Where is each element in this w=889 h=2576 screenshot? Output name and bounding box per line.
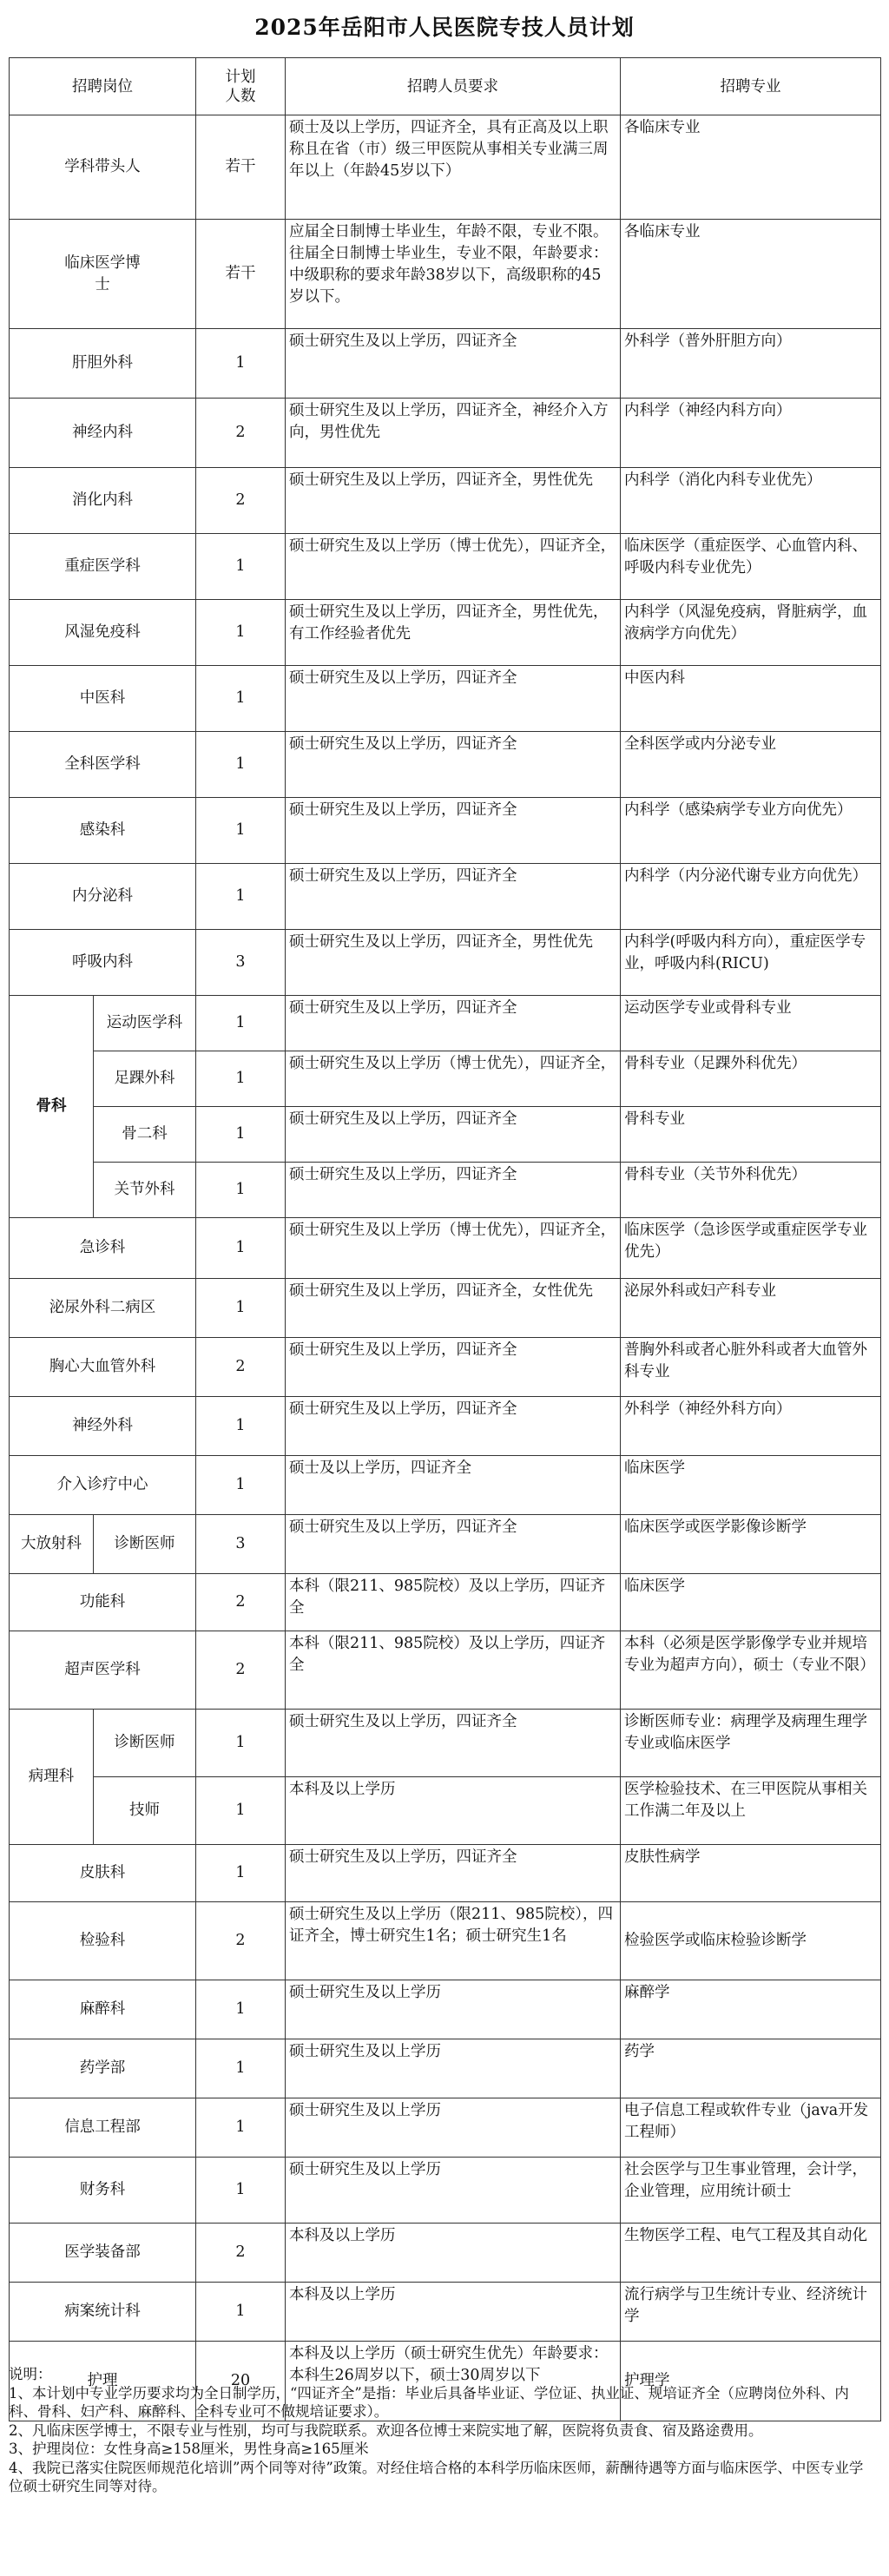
position-cell: 骨二科 [94,1107,196,1163]
requirement-cell: 硕士研究生及以上学历，四证齐全，神经介入方向，男性优先 [286,399,621,468]
count-cell: 1 [196,2158,286,2224]
major-cell: 皮肤性病学 [621,1845,881,1902]
note-item: 1、本计划中专业学历要求均为全日制学历，“四证齐全”是指：毕业后具备毕业证、学位证、执业证、规培证齐全（应聘岗位外科、内科、骨科、妇产科、麻醉科、全科专业可不做规培证要求）。 [9,2384,849,2420]
requirement-cell: 应届全日制博士毕业生，年龄不限，专业不限。往届全日制博士毕业生，专业不限，年龄要求：中级职称的要求年龄38岁以下，高级职称的45岁以下。 [286,220,621,329]
major-cell: 流行病学与卫生统计专业、经济统计学 [621,2283,881,2342]
requirement-cell: 硕士研究生及以上学历，四证齐全，男性优先 [286,930,621,996]
table-header-row [10,58,881,115]
count-cell: 2 [196,1902,286,1980]
table-row [10,1107,881,1163]
major-cell: 骨科专业（关节外科优先） [621,1163,881,1218]
major-cell: 本科（必须是医学影像学专业并规培专业为超声方向），硕士（专业不限） [621,1631,881,1710]
requirement-cell: 硕士及以上学历，四证齐全，具有正高及以上职称且在省（市）级三甲医院从事相关专业满三周年以上（年龄45岁以下） [286,115,621,220]
requirement-cell: 硕士研究生及以上学历，四证齐全，女性优先 [286,1279,621,1338]
position-cell: 病案统计科 [10,2283,196,2342]
count-cell: 1 [196,1279,286,1338]
count-cell: 1 [196,1107,286,1163]
position-cell: 麻醉科 [10,1980,196,2039]
major-cell: 内科学（风湿免疫病，肾脏病学，血液病学方向优先） [621,600,881,666]
requirement-cell: 硕士研究生及以上学历，四证齐全，男性优先 [286,468,621,534]
major-cell: 内科学（内分泌代谢专业方向优先） [621,864,881,930]
count-cell: 2 [196,1574,286,1631]
count-cell: 1 [196,1777,286,1845]
header-requirement: 招聘人员要求 [286,58,621,115]
table-row [10,1218,881,1279]
count-cell: 1 [196,329,286,399]
notes-heading: 说明： [9,2366,52,2382]
requirement-cell: 硕士研究生及以上学历，四证齐全 [286,798,621,864]
header-major: 招聘专业 [621,58,881,115]
requirement-cell: 硕士研究生及以上学历，四证齐全 [286,864,621,930]
requirement-cell: 硕士研究生及以上学历，四证齐全 [286,996,621,1051]
table-row [10,2283,881,2342]
note-item: 4、我院已落实住院医师规范化培训”两个同等对待”政策。对经住培合格的本科学历临床医师，薪酬待遇等方面与临床医学、中医专业学位硕士研究生同等对待。 [9,2459,864,2494]
position-cell: 皮肤科 [10,1845,196,1902]
major-cell: 中医内科 [621,666,881,732]
requirement-cell: 本科及以上学历 [286,2283,621,2342]
major-cell: 内科学(呼吸内科方向），重症医学专业，呼吸内科(RICU) [621,930,881,996]
requirement-cell: 硕士研究生及以上学历 [286,2039,621,2098]
position-cell: 呼吸内科 [10,930,196,996]
table-row [10,2039,881,2098]
table-row [10,1515,881,1574]
position-cell: 关节外科 [94,1163,196,1218]
count-cell: 2 [196,399,286,468]
table-row [10,864,881,930]
note-item: 3、护理岗位：女性身高≥158厘米，男性身高≥165厘米 [9,2441,369,2457]
requirement-cell: 硕士研究生及以上学历（博士优先），四证齐全， [286,534,621,600]
position-cell: 足踝外科 [94,1051,196,1107]
count-cell: 1 [196,2283,286,2342]
table-row [10,1051,881,1107]
table-row [10,329,881,399]
table-row [10,996,881,1051]
major-cell: 麻醉学 [621,1980,881,2039]
count-cell: 3 [196,1515,286,1574]
position-cell: 信息工程部 [10,2098,196,2158]
requirement-cell: 硕士研究生及以上学历，四证齐全 [286,1515,621,1574]
requirement-cell: 硕士研究生及以上学历，四证齐全 [286,1107,621,1163]
table-row [10,732,881,798]
position-cell: 药学部 [10,2039,196,2098]
table-row [10,1845,881,1902]
major-cell: 护理学 [621,2342,881,2421]
table-row [10,930,881,996]
major-cell: 临床医学 [621,1574,881,1631]
major-cell: 外科学（神经外科方向） [621,1397,881,1456]
major-cell: 内科学（消化内科专业优先） [621,468,881,534]
count-cell: 1 [196,600,286,666]
major-cell: 电子信息工程或软件专业（java开发工程师） [621,2098,881,2158]
table-row [10,1338,881,1397]
position-cell: 胸心大血管外科 [10,1338,196,1397]
major-cell: 内科学（神经内科方向） [621,399,881,468]
major-cell: 各临床专业 [621,115,881,220]
table-row [10,399,881,468]
position-cell: 重症医学科 [10,534,196,600]
position-cell: 风湿免疫科 [10,600,196,666]
count-cell: 1 [196,1456,286,1515]
major-cell: 普胸外科或者心脏外科或者大血管外科专业 [621,1338,881,1397]
position-cell: 全科医学科 [10,732,196,798]
count-cell: 2 [196,1631,286,1710]
header-position: 招聘岗位 [10,58,196,115]
table-row [10,666,881,732]
position-cell: 运动医学科 [94,996,196,1051]
count-cell: 1 [196,864,286,930]
position-cell: 急诊科 [10,1218,196,1279]
table-row [10,798,881,864]
count-cell: 1 [196,1980,286,2039]
table-row [10,2224,881,2283]
header-count: 计划人数 [196,58,286,115]
requirement-cell: 硕士研究生及以上学历，四证齐全 [286,329,621,399]
table-row [10,2098,881,2158]
requirement-cell: 硕士及以上学历，四证齐全 [286,1456,621,1515]
group-cell-orthopedics: 骨科 [10,996,94,1218]
requirement-cell: 本科（限211、985院校）及以上学历，四证齐全 [286,1574,621,1631]
major-cell: 临床医学或医学影像诊断学 [621,1515,881,1574]
requirement-cell: 硕士研究生及以上学历，四证齐全 [286,666,621,732]
table-row [10,1279,881,1338]
position-cell: 超声医学科 [10,1631,196,1710]
requirement-cell: 硕士研究生及以上学历（博士优先），四证齐全， [286,1051,621,1107]
count-cell: 3 [196,930,286,996]
major-cell: 临床医学（重症医学、心血管内科、呼吸内科专业优先） [621,534,881,600]
count-cell: 1 [196,732,286,798]
requirement-cell: 本科（限211、985院校）及以上学历，四证齐全 [286,1631,621,1710]
table-row [10,468,881,534]
major-cell: 生物医学工程、电气工程及其自动化 [621,2224,881,2283]
position-cell: 功能科 [10,1574,196,1631]
position-cell: 肝胆外科 [10,329,196,399]
major-cell: 骨科专业 [621,1107,881,1163]
requirement-cell: 本科及以上学历 [286,1777,621,1845]
count-cell: 若干 [196,220,286,329]
count-cell: 2 [196,2224,286,2283]
count-cell: 1 [196,534,286,600]
requirement-cell: 本科及以上学历 [286,2224,621,2283]
count-cell: 1 [196,2098,286,2158]
requirement-cell: 硕士研究生及以上学历，四证齐全，男性优先，有工作经验者优先 [286,600,621,666]
major-cell: 检验医学或临床检验诊断学 [621,1902,881,1980]
note-item: 2、凡临床医学博士，不限专业与性别，均可与我院联系。欢迎各位博士来院实地了解，医院将负责食、宿及路途费用。 [9,2421,763,2439]
requirement-cell: 硕士研究生及以上学历，四证齐全 [286,1338,621,1397]
major-cell: 药学 [621,2039,881,2098]
requirement-cell: 硕士研究生及以上学历 [286,2158,621,2224]
major-cell: 临床医学（急诊医学或重症医学专业优先） [621,1218,881,1279]
table-row [10,1574,881,1631]
table-row [10,2158,881,2224]
position-cell: 介入诊疗中心 [10,1456,196,1515]
major-cell: 各临床专业 [621,220,881,329]
table-row [10,1397,881,1456]
count-cell: 1 [196,1218,286,1279]
major-cell: 临床医学 [621,1456,881,1515]
requirement-cell: 硕士研究生及以上学历，四证齐全 [286,1163,621,1218]
count-cell: 20 [196,2342,286,2421]
requirement-cell: 硕士研究生及以上学历（博士优先），四证齐全， [286,1218,621,1279]
position-cell: 护理 [10,2342,196,2421]
group-cell-radiology: 大放射科 [10,1515,94,1574]
position-cell: 神经内科 [10,399,196,468]
count-cell: 1 [196,996,286,1051]
position-cell: 医学装备部 [10,2224,196,2283]
table-row [10,220,881,329]
count-cell: 2 [196,468,286,534]
position-cell: 中医科 [10,666,196,732]
position-cell: 技师 [94,1777,196,1845]
major-cell: 社会医学与卫生事业管理，会计学，企业管理，应用统计硕士 [621,2158,881,2224]
major-cell: 全科医学或内分泌专业 [621,732,881,798]
table-row [10,1163,881,1218]
position-cell: 财务科 [10,2158,196,2224]
table-row [10,1631,881,1710]
table-row [10,1980,881,2039]
position-cell: 泌尿外科二病区 [10,1279,196,1338]
count-cell: 若干 [196,115,286,220]
group-cell-pathology: 病理科 [10,1710,94,1845]
requirement-cell: 硕士研究生及以上学历（限211、985院校），四证齐全，博士研究生1名；硕士研究生1名 [286,1902,621,1980]
position-cell: 诊断医师 [94,1710,196,1777]
count-cell: 1 [196,1397,286,1456]
table-row [10,1456,881,1515]
count-cell: 1 [196,1710,286,1777]
position-cell: 检验科 [10,1902,196,1980]
requirement-cell: 硕士研究生及以上学历 [286,1980,621,2039]
requirement-cell: 硕士研究生及以上学历，四证齐全 [286,1397,621,1456]
major-cell: 医学检验技术、在三甲医院从事相关工作满二年及以上 [621,1777,881,1845]
count-cell: 1 [196,1845,286,1902]
position-cell: 消化内科 [10,468,196,534]
major-cell: 泌尿外科或妇产科专业 [621,1279,881,1338]
position-cell: 诊断医师 [94,1515,196,1574]
count-cell: 1 [196,1163,286,1218]
requirement-cell: 硕士研究生及以上学历，四证齐全 [286,1710,621,1777]
position-cell: 感染科 [10,798,196,864]
requirement-cell: 硕士研究生及以上学历，四证齐全 [286,1845,621,1902]
table-row [10,1777,881,1845]
page-title: 2025年岳阳市人民医院专技人员计划 [254,15,635,40]
major-cell: 诊断医师专业：病理学及病理生理学专业或临床医学 [621,1710,881,1777]
table-row [10,1902,881,1980]
position-cell: 内分泌科 [10,864,196,930]
table-row [10,534,881,600]
position-cell: 神经外科 [10,1397,196,1456]
table-row [10,600,881,666]
major-cell: 外科学（普外肝胆方向） [621,329,881,399]
requirement-cell: 本科及以上学历（硕士研究生优先）年龄要求：本科生26周岁以下，硕士30周岁以下 [286,2342,621,2421]
major-cell: 内科学（感染病学专业方向优先） [621,798,881,864]
requirement-cell: 硕士研究生及以上学历，四证齐全 [286,732,621,798]
position-cell: 学科带头人 [10,115,196,220]
recruitment-plan-table [9,57,881,2421]
count-cell: 1 [196,666,286,732]
position-cell: 临床医学博士 [10,220,196,329]
table-row [10,115,881,220]
notes-section [9,2365,873,2496]
major-cell: 骨科专业（足踝外科优先） [621,1051,881,1107]
count-cell: 2 [196,1338,286,1397]
requirement-cell: 硕士研究生及以上学历 [286,2098,621,2158]
count-cell: 1 [196,1051,286,1107]
count-cell: 1 [196,2039,286,2098]
table-row [10,1710,881,1777]
major-cell: 运动医学专业或骨科专业 [621,996,881,1051]
count-cell: 1 [196,798,286,864]
